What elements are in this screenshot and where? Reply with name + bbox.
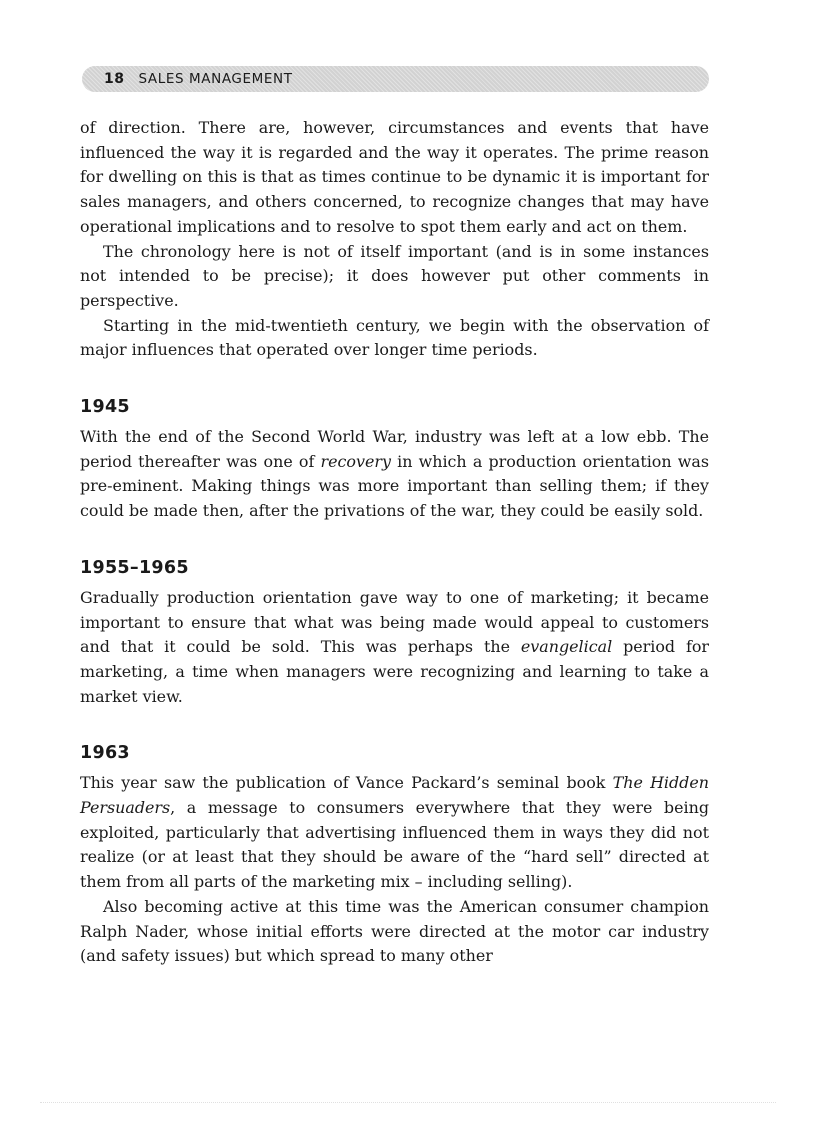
section-1955-1965: [80, 556, 709, 710]
text-run: in which a production orientation was pre-eminent. Making things was more important than selling them; if they could be made then, after the privations of the war, they could be easily sold.: [80, 451, 709, 521]
section-1963-paragraph-2: Also becoming active at this time was the American consumer champion Ralph Nader, whose initial efforts were directed at the motor car industry (and safety issues) but which spread to many other: [80, 896, 709, 966]
body-text: [80, 116, 709, 969]
section-heading-1945: 1945: [80, 397, 130, 418]
text-run: With the end of the Second World War, industry was left at a low ebb. The period thereafter was one of: [80, 427, 709, 471]
emphasis-recovery: recovery: [320, 451, 391, 471]
text-run: Gradually production orientation gave way to one of marketing; it became important to ensure that what was being made would appeal to customers and that it could be sold. This was perhaps the: [80, 587, 709, 657]
text-run: , a message to consumers everywhere that they were being exploited, particularly that advertising influenced them in ways they did not realize (or at least that they should be aware of the “hard sell” directed at them from all parts of the marketing mix – including selling).: [80, 798, 709, 892]
section-1945-paragraph: [80, 425, 709, 524]
intro-paragraph-2: The chronology here is not of itself important (and is in some instances not intended to be precise); it does however put other comments in perspective.: [80, 241, 709, 310]
running-header-bar: [82, 66, 709, 92]
page-number: 18: [104, 71, 125, 87]
intro-paragraph-3: Starting in the mid-twentieth century, we begin with the observation of major influences that operated over longer time periods.: [80, 315, 709, 360]
page-bottom-rule: [40, 1102, 776, 1104]
section-heading-1955-1965: 1955–1965: [80, 557, 189, 578]
text-run: This year saw the publication of Vance Packard’s seminal book: [80, 773, 613, 793]
running-head-title: SALES MANAGEMENT: [138, 71, 293, 87]
section-1955-paragraph: [80, 586, 709, 710]
section-heading-1963: 1963: [80, 743, 130, 764]
intro-paragraph-1: of direction. There are, however, circumstances and events that have influenced the way it is regarded and the way it operates. The prime reason for dwelling on this is that as times continue to be dynamic it is important for sales managers, and others concerned, to recognize changes that may have operational implications and to resolve to spot them early and act on them.: [80, 118, 709, 236]
book-title-hidden-persuaders: The Hidden Persuaders: [80, 773, 709, 818]
section-1945: [80, 395, 709, 524]
section-1963: [80, 741, 709, 969]
section-1963-paragraph-1: [80, 771, 709, 895]
text-run: period for marketing, a time when managers were recognizing and learning to take a market view.: [80, 637, 709, 706]
emphasis-evangelical: evangelical: [520, 637, 613, 657]
